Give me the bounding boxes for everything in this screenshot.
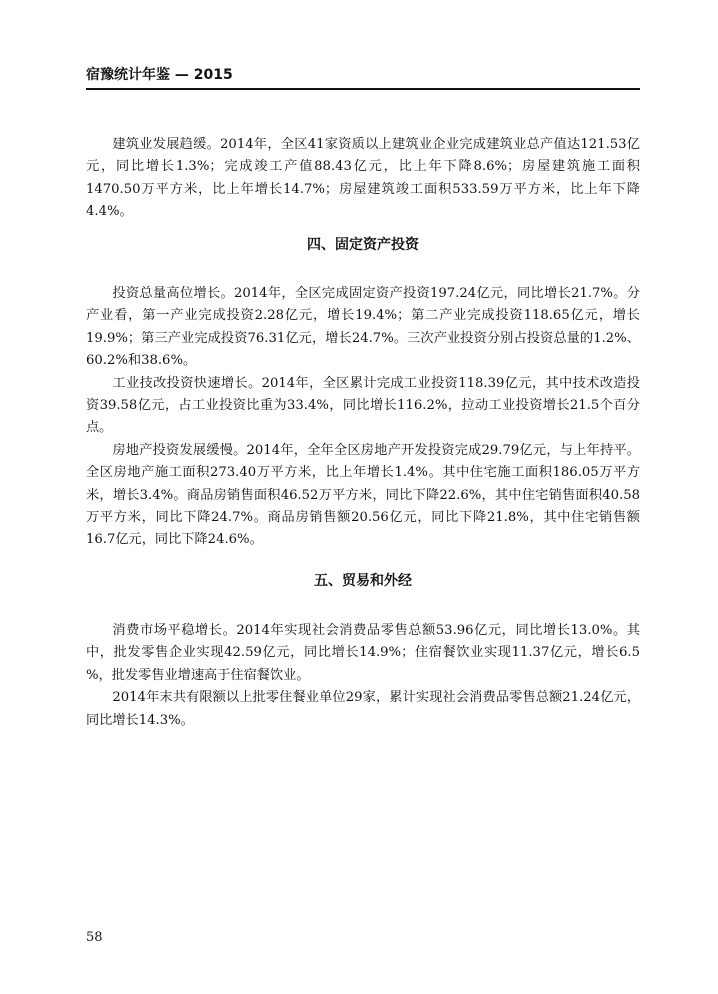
real-estate-paragraph: 房地产投资发展缓慢。2014年，全年全区房地产开发投资完成29.79亿元，与上年持平。全区房地产施工面积273.40万平方米，比上年增长1.4%。其中住宅施工面积186.05万平方米，增长3.4%。商品房销售面积46.52万平方米，同比下降22.6%，其中住宅销售面积40.58万平方米，同比下降24.7%。商品房销售额20.56亿元，同比下降21.8%，其中住宅销售额16.7亿元，同比下降24.6%。 xyxy=(86,442,640,548)
retail-units-paragraph: 2014年末共有限额以上批零住餐业单位29家，累计实现社会消费品零售总额21.24亿元，同比增长14.3%。 xyxy=(86,690,640,728)
construction-section xyxy=(86,134,640,224)
page-number: 58 xyxy=(86,930,103,945)
construction-paragraph: 建筑业发展趋缓。2014年，全区41家资质以上建筑业企业完成建筑业总产值达121.53亿元，同比增长1.3%；完成竣工产值88.43亿元，比上年下降8.6%；房屋建筑施工面积1470.50万平方米，比上年增长14.7%；房屋建筑竣工面积533.59万平方米，比上年下降4.4%。 xyxy=(86,137,640,220)
section-heading-fixed-asset: 四、固定资产投资 xyxy=(307,237,419,253)
header-rule xyxy=(86,88,640,90)
fixed-asset-section xyxy=(86,236,640,254)
trade-body xyxy=(86,620,640,732)
section-heading-trade: 五、贸易和外经 xyxy=(314,573,412,589)
running-header: 宿豫统计年鉴 — 2015 xyxy=(86,67,233,83)
industrial-investment-paragraph: 工业技改投资快速增长。2014年，全区累计完成工业投资118.39亿元，其中技术改造投资39.58亿元，占工业投资比重为33.4%，同比增长116.2%，拉动工业投资增长21.5个百分点。 xyxy=(86,375,640,436)
fixed-asset-body xyxy=(86,283,640,552)
investment-total-paragraph: 投资总量高位增长。2014年，全区完成固定资产投资197.24亿元，同比增长21.7%。分产业看，第一产业完成投资2.28亿元，增长19.4%；第二产业完成投资118.65亿元，增长19.9%；第三产业完成投资76.31亿元，增长24.7%。三次产业投资分别占投资总量的1.2%、60.2%和38.6%。 xyxy=(86,286,640,369)
consumer-market-paragraph: 消费市场平稳增长。2014年实现社会消费品零售总额53.96亿元，同比增长13.0%。其中，批发零售企业实现42.59亿元，同比增长14.9%；住宿餐饮业实现11.37亿元，增长6.5 %，批发零售业增速高于住宿餐饮业。 xyxy=(86,623,640,683)
trade-section xyxy=(86,572,640,590)
